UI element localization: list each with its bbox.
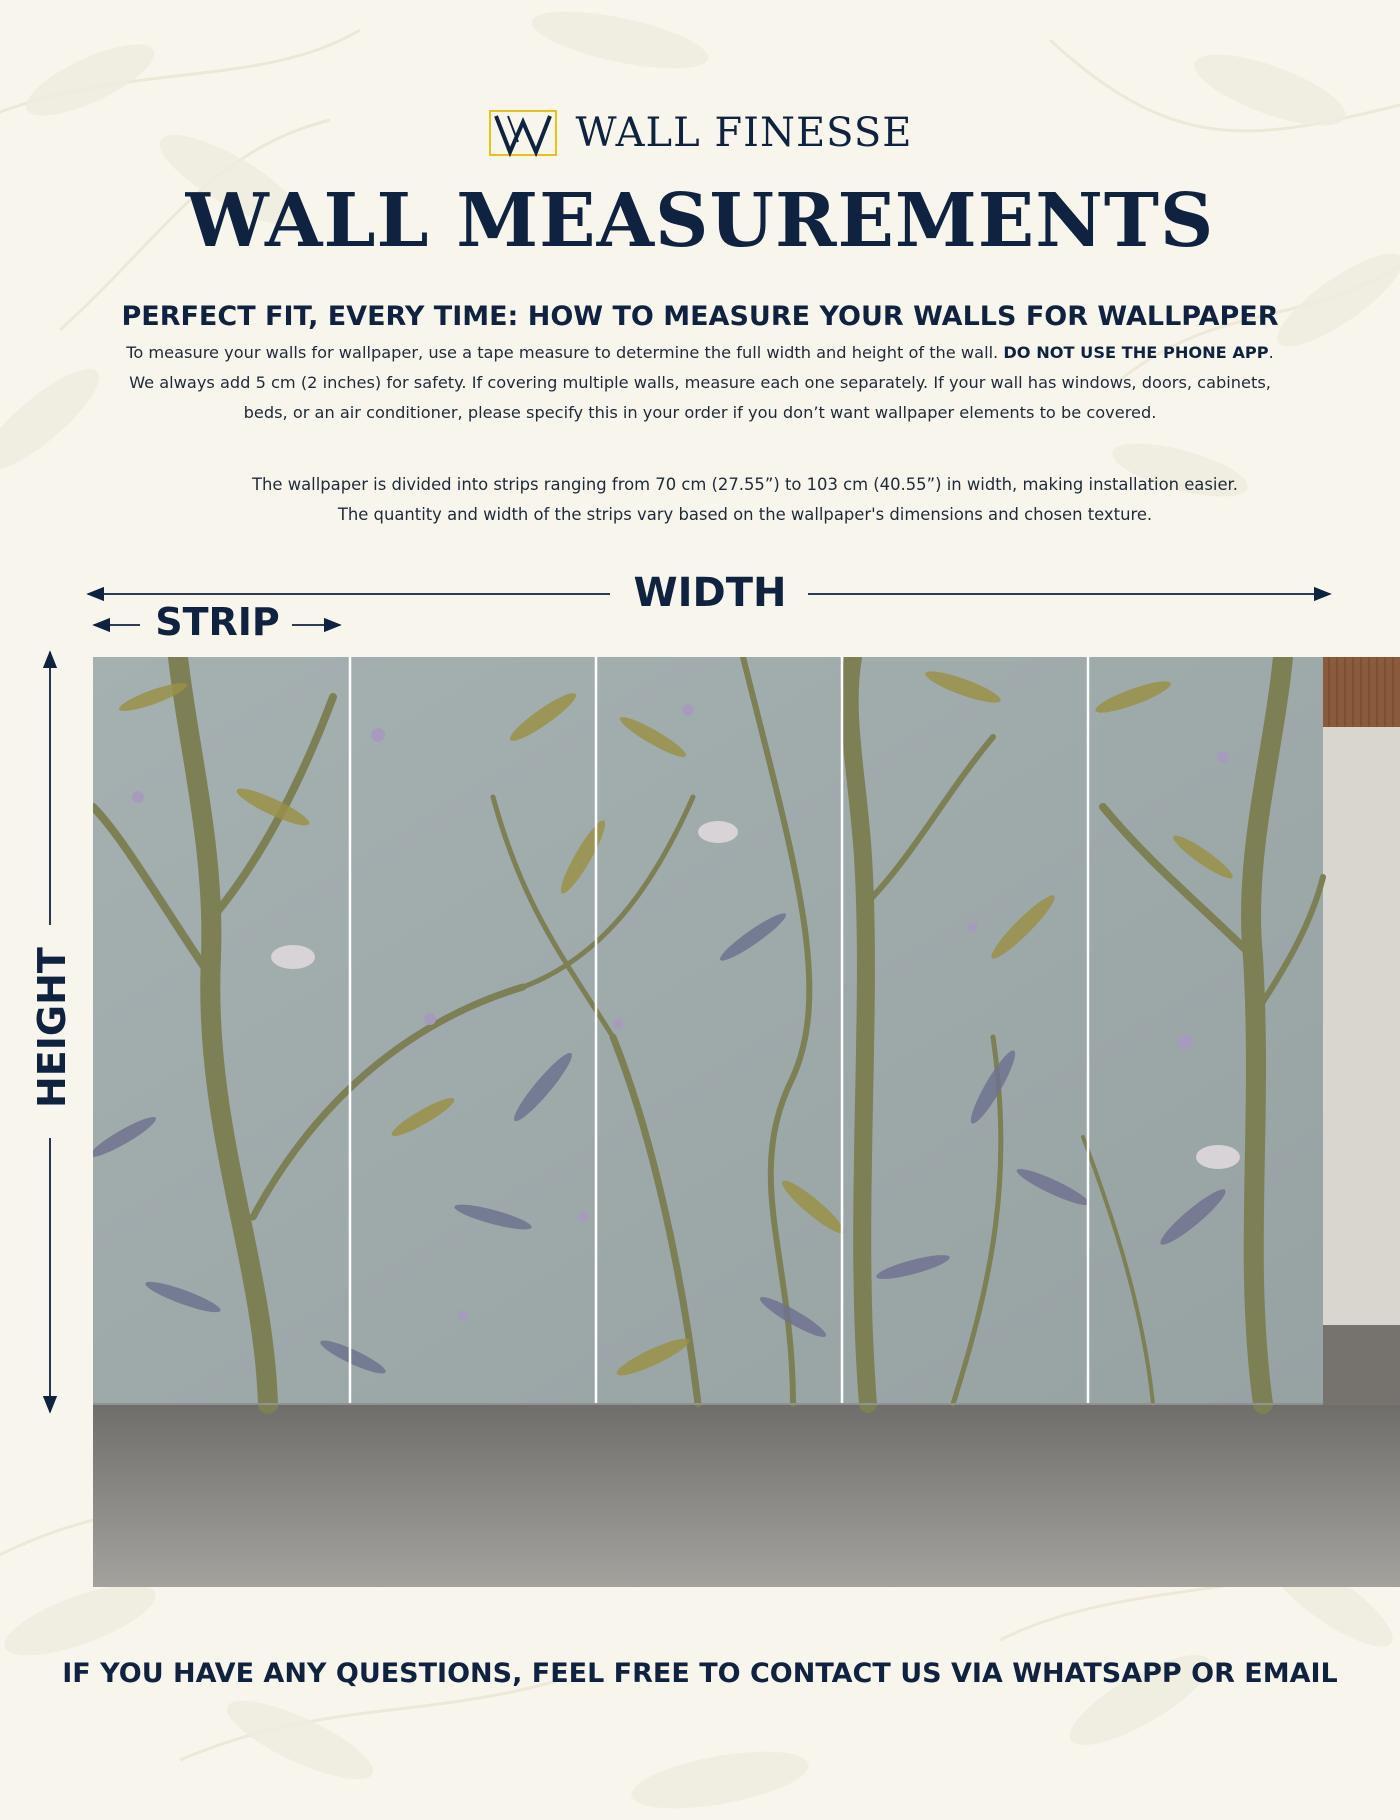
wallpaper-wall bbox=[93, 657, 1323, 1404]
phone-app-warning: DO NOT USE THE PHONE APP bbox=[1003, 343, 1269, 362]
strips-note-line-1: The wallpaper is divided into strips ranging from 70 cm (27.55”) to 103 cm (40.55”) in width, making installation easier. bbox=[252, 475, 1238, 494]
brand-name: WALL FINESSE bbox=[575, 110, 913, 156]
wallpaper-room-scene bbox=[93, 657, 1400, 1587]
width-label: WIDTH bbox=[633, 570, 787, 616]
side-wall bbox=[1323, 657, 1400, 1407]
intro-line-1-end: . bbox=[1268, 343, 1274, 362]
contact-footer: IF YOU HAVE ANY QUESTIONS, FEEL FREE TO CONTACT US VIA WHATSAPP OR EMAIL bbox=[62, 1658, 1338, 1689]
strips-note-line-2: The quantity and width of the strips vary based on the wallpaper's dimensions and chosen texture. bbox=[337, 505, 1153, 524]
height-label-text: HEIGHT bbox=[30, 947, 74, 1108]
page-subtitle: PERFECT FIT, EVERY TIME: HOW TO MEASURE YOUR WALLS FOR WALLPAPER bbox=[121, 301, 1279, 332]
page-title: WALL MEASUREMENTS bbox=[185, 178, 1215, 264]
intro-line-3: beds, or an air conditioner, please specify this in your order if you don’t want wallpaper elements to be covered. bbox=[243, 403, 1157, 422]
strip-label: STRIP bbox=[155, 600, 280, 644]
intro-line-2: We always add 5 cm (2 inches) for safety. If covering multiple walls, measure each one separately. If your wall has windows, doors, cabinets, bbox=[129, 373, 1271, 392]
concrete-floor bbox=[93, 1402, 1400, 1587]
intro-line-1-text: To measure your walls for wallpaper, use a tape measure to determine the full width and height of the wall. bbox=[126, 343, 1004, 362]
